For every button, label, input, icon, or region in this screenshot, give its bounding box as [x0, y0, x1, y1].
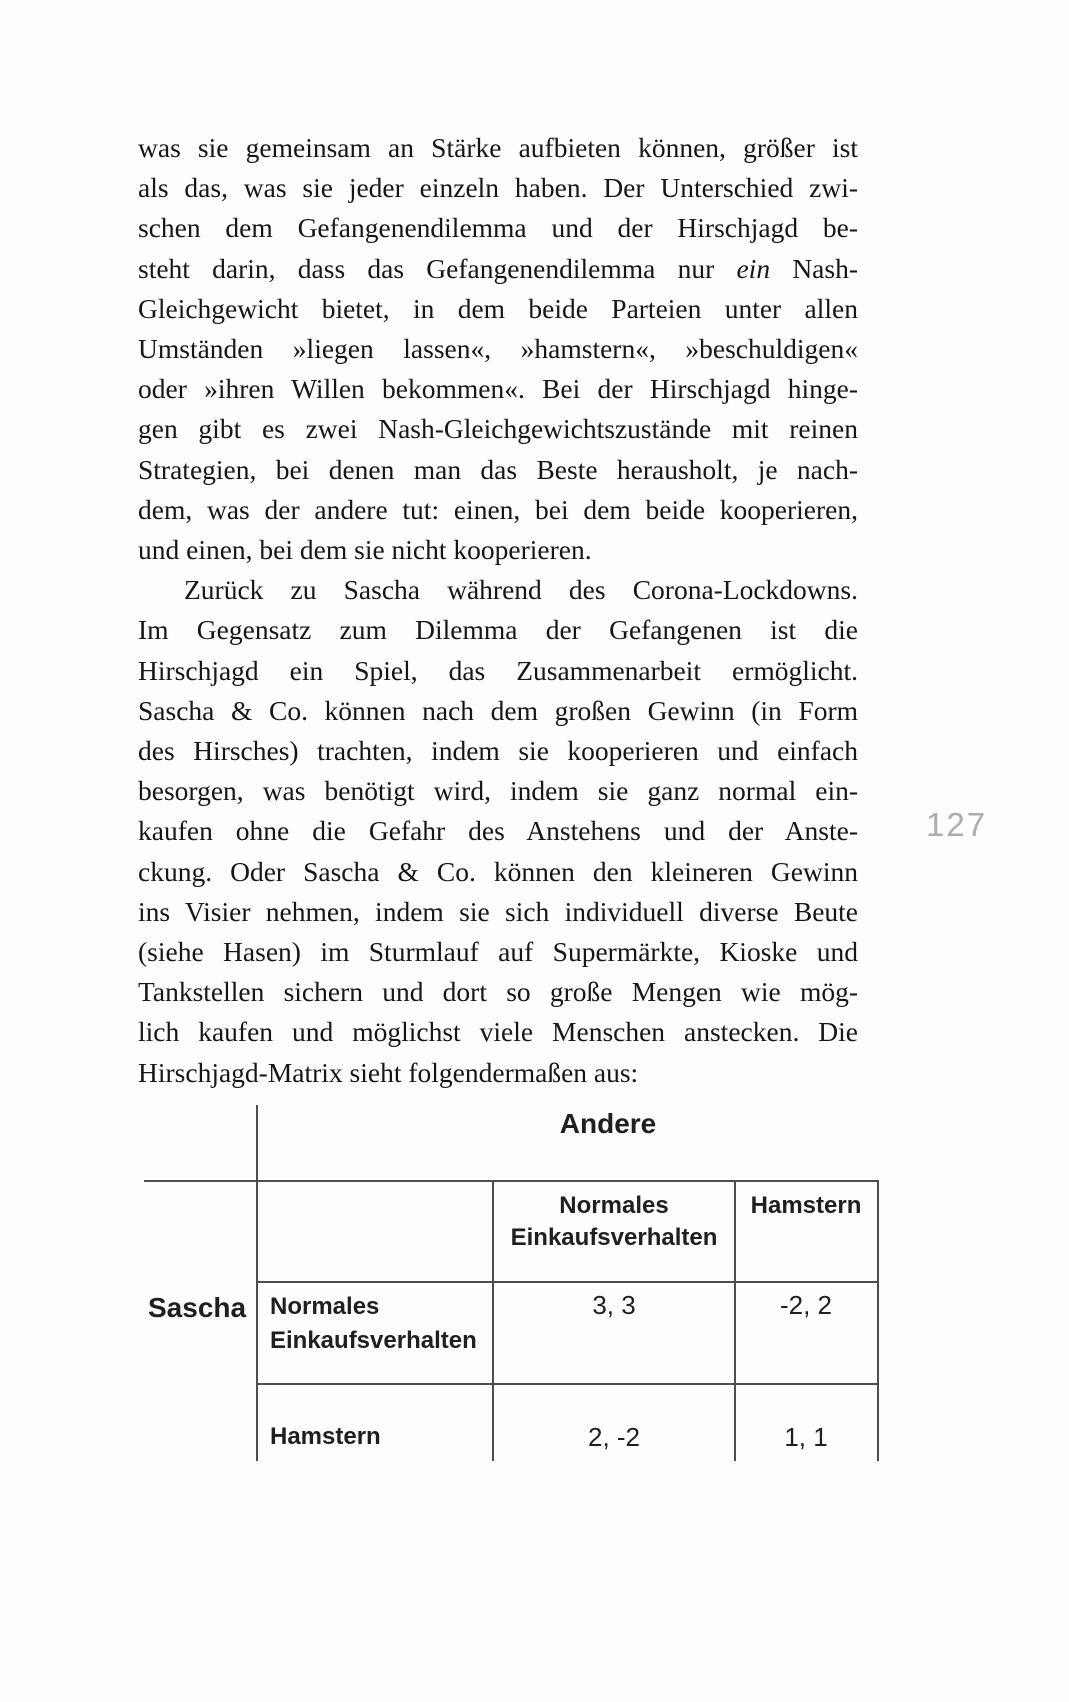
matrix-column-divider	[734, 1180, 736, 1461]
payoff-cell: 1, 1	[784, 1422, 828, 1452]
text-segment: Nash-	[770, 252, 858, 284]
text-line: Strategien, bei denen man das Beste herausholt, je nach-	[138, 453, 858, 485]
text-line: schen dem Gefangenendilemma und der Hirschjagd be-	[138, 212, 858, 244]
matrix-row-divider	[256, 1281, 879, 1283]
matrix-top-rule	[144, 1180, 879, 1182]
text-segment: steht darin, dass das Gefangenendilemma nur	[138, 252, 737, 284]
text-line: dem, was der andere tut: einen, bei dem beide kooperieren,	[138, 493, 858, 525]
text-line: ins Visier nehmen, indem sie sich individuell diverse Beute	[138, 895, 858, 927]
text-line: besorgen, was benötigt wird, indem sie ganz normal ein-	[138, 775, 858, 807]
text-line: oder »ihren Willen bekommen«. Bei der Hirschjagd hinge-	[138, 373, 858, 405]
text-line: Im Gegensatz zum Dilemma der Gefangenen ist die	[138, 614, 858, 646]
text-line: lich kaufen und möglichst viele Menschen anstecken. Die	[138, 1016, 858, 1048]
payoff-cell: 2, -2	[587, 1422, 641, 1452]
text-line-paragraph-start: Zurück zu Sascha während des Corona-Lockdowns.	[184, 574, 858, 606]
text-line: was sie gemeinsam an Stärke aufbieten können, größer ist	[138, 132, 858, 163]
matrix-right-rule	[877, 1180, 879, 1461]
text-line: des Hirsches) trachten, indem sie kooperieren und einfach	[138, 735, 858, 767]
emphasized-word: ein	[736, 252, 771, 284]
matrix-column-header: Hamstern	[750, 1192, 862, 1219]
matrix-left-rule	[256, 1105, 258, 1461]
payoff-cell: -2, 2	[779, 1290, 833, 1320]
matrix-row-header: Normales Einkaufsverhalten	[270, 1293, 477, 1354]
text-line: Tankstellen sichern und dort so große Mengen wie mög-	[138, 976, 858, 1008]
text-line: Hirschjagd ein Spiel, das Zusammenarbeit ermöglicht.	[138, 654, 858, 686]
text-line: (siehe Hasen) im Sturmlauf auf Supermärkte, Kioske und	[138, 936, 858, 968]
text-line: Gleichgewicht bietet, in dem beide Parteien unter allen	[138, 292, 858, 324]
matrix-row-player-label: Sascha	[148, 1292, 247, 1323]
text-line: Umständen »liegen lassen«, »hamstern«, »beschuldigen«	[138, 333, 858, 365]
page-number: 127	[926, 806, 988, 843]
text-line: und einen, bei dem sie nicht kooperieren.	[138, 534, 592, 566]
matrix-row-divider	[256, 1383, 879, 1385]
text-line: Sascha & Co. können nach dem großen Gewinn (in Form	[138, 694, 858, 726]
matrix-column-header: Normales Einkaufsverhalten	[510, 1192, 718, 1251]
text-line: kaufen ohne die Gefahr des Anstehens und der Anste-	[138, 815, 858, 847]
text-line	[138, 249, 858, 289]
matrix-column-divider	[492, 1180, 494, 1461]
text-line: Hirschjagd-Matrix sieht folgendermaßen aus:	[138, 1056, 639, 1088]
matrix-column-player-label: Andere	[559, 1108, 657, 1139]
text-line: ckung. Oder Sascha & Co. können den kleineren Gewinn	[138, 855, 858, 887]
body-text	[138, 128, 858, 1093]
payoff-cell: 3, 3	[592, 1290, 636, 1320]
text-line: gen gibt es zwei Nash-Gleichgewichtszustände mit reinen	[138, 413, 858, 445]
matrix-row-header: Hamstern	[270, 1423, 381, 1450]
text-line: als das, was sie jeder einzeln haben. Der Unterschied zwi-	[138, 172, 858, 204]
